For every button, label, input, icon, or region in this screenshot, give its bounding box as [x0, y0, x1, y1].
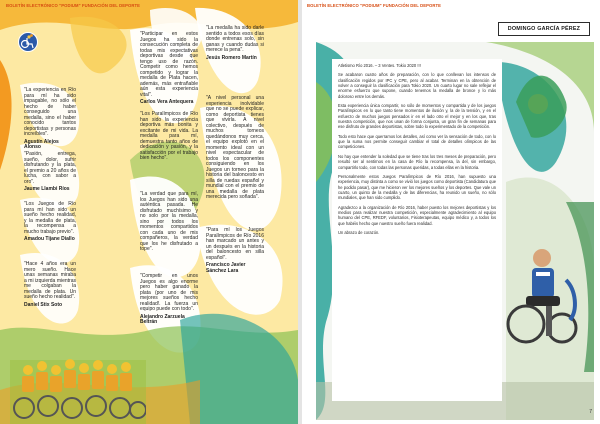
article-paragraph: Todo esto hace que querramos los detalles, así como ver la sensación de todo, con lo que la suma nos permite conseguir cambiar el total de detalles olímpicos de las competiciones. [338, 133, 496, 150]
article-body [332, 59, 502, 401]
quote-text: "Los Paralímpicos de Río han sido la experiencia deportiva más bonita y excitante de mi vida. La medalla para mí, demuestra tanto años de dedicación y pasión, y la satisfacción por el trabajo bien hecho". [140, 111, 198, 161]
page-number: 7 [589, 409, 592, 415]
author-name: DOMINGO GARCÍA PÉREZ [507, 26, 581, 32]
article-paragraph: Esta experiencia única compartir, no sólo de momentos y compartida y de los juegos Paralímpicos en lo que tanto tiene momentos de ilusión y, la de la tensión, y en el esfuerzo de muchos juegos pensados ir en el lado otro el mejor y en los que, tras nuestra competición, que nos unan de forma conjunta, un gran fin de semanas para ese disfruto de grandes deportistas, sobre todo lo experimentado de la competición. [338, 103, 496, 130]
article-paragraph: Un abrazo de corazón. [338, 230, 380, 236]
quote-text: "Participar en estos Juegos ha sido la consecución completa de todas mis expectativas deportivas desde que tengo uso de razón. Competir como hemos competido y lograr la medalla de Plata hacen, además, más entrañable aún esta experiencia vital". [140, 31, 198, 98]
article-paragraph: Atletismo Río 2016. – 3 Ventes. Tokio 2020 !!! [338, 63, 421, 68]
quote-text: "Los Juegos de Río para mí han sido un sueño hecho realidad, y la medalla de plata, la recompensa a mucho trabajo previo". [24, 201, 76, 235]
quote-author: Amadou Tijane Diallo [24, 236, 75, 242]
quote-text: "A nivel personal una experiencia inolvidable que no se puede explicar, como deportista tienes que vivirla. A nivel colectivo, después de muchos torneos quedándonos muy cerca, el equipo explotó en el momento ideal con un nivel espectacular de todos los componentes consiguiendo en los Juegos un torneo para la historia del baloncesto en silla de ruedas español y mundial con el premio de una medalla de plata merecida pero soñada". [206, 95, 264, 200]
quote-experiencia-inolvidable [206, 96, 264, 201]
quote-author: Alejandro Zarzuela Beltrán [140, 313, 185, 325]
page-header: BOLETÍN ELECTRÓNICO "PODIUM" FUNDACIÓN DEL DEPORTE [6, 3, 141, 8]
quote-text: "Pasión, entrega, sueño, dolor, sufrir disfrutando y la plata, el premio a 20 años de lucha, con sabor a oro". [24, 151, 76, 185]
article-paragraph: Agradezco a la organización de Río 2016, haber puesto los mejores deportistas y los medios para realizar nuestra competición, especialmente agradecimiento al equipo humano del CPE, RFEDF, voluntarios, Fisioterapeutas, equipo médico y, a todos los que habéis hecho que nuestro sueño fuera realidad. [338, 204, 496, 226]
quote-francisco-javier [206, 228, 264, 274]
wheelchair-basketball-logo [18, 32, 38, 52]
quote-juegos-pasada [140, 192, 198, 253]
author-name-box [498, 22, 590, 36]
quote-jaume-llambi [24, 152, 76, 193]
quote-text: "Para mí los Juegos Paralímpicos de Río 2016 han marcado un antes y un después en la historia del baloncesto en silla español". [206, 227, 264, 261]
page-header: BOLETÍN ELECTRÓNICO "PODIUM" FUNDACIÓN DEL DEPORTE [307, 3, 442, 8]
right-page [302, 0, 600, 424]
quote-jesus-romero [206, 26, 264, 61]
athlete-wheelchair-photo [506, 240, 582, 352]
quote-text: "Competir en unos Juegos es algo enorme pero haber ganado la plata (por uno de mis mejores sueños hecho realidad!. La fuerza un equipo puede con todo". [140, 273, 198, 312]
quote-text: "La experiencia en Río para mí ha sido impagable, no sólo el hecho de haber conseguido una medalla, sino el haber conocido tantos deportistas y personas increíbles". [24, 87, 76, 137]
quote-paralimpicos-rio [140, 112, 198, 162]
quote-text: "La verdad que para mí, los Juegos han sido una auténtica pasada. He disfrutado muchísimo y no solo por la medalla, sino por todos los momentos compartidos con cada uno de mis compañeros, la verdad que los he disfrutado a tope". [140, 191, 198, 252]
quote-amadou-tijane [24, 202, 76, 243]
quote-carlos-vera [140, 32, 198, 106]
team-photo [10, 340, 146, 424]
quote-text: "Hace 4 años era un mero sueño. Hace unas semanas miraba a mi izquierda mientras me colgaban la medalla de plata. Un sueño hecho realidad". [24, 261, 76, 300]
quote-text: "La medalla ha sido darle sentido a todos esos días donde entrenas solo, sin ganas y cuando dudas si merece la pena". [206, 25, 264, 53]
quote-author: Carlos Vera Antequera [140, 99, 194, 105]
article-paragraph: Personalmente estos Juegos Paralímpicos de Río 2016, han supuesto una experiencia, muy distinta a como se vivió los juegos como deportista (Candidatura que he podido pasar), que me hicieron ver los mejores sueños y los deportes. Que vale un cuarto, un quinto de la medalla y de las diferencias, ha reunido un sueño, no sólo mundiales, que han sido cumplido. [338, 173, 496, 201]
left-page [0, 0, 298, 424]
quote-author: Agustín Alejos Alonso [24, 138, 59, 150]
quote-author: Jaume Llambi Ríos [24, 186, 70, 192]
quote-author: Daniel Stix Soto [24, 301, 63, 308]
quote-author: Francisco Javier Sánchez Lara [206, 262, 246, 274]
article-paragraph: No hay que entender la soledad que se tiene tras los tres meses de preparación, pero resultó ser al sentirnos en la casa de Río la recompensa, la del, sin embargo, compartirlo todo, con todas las personas queridas, a todas ellas en la historia. [338, 153, 496, 170]
quote-agustin-alejos [24, 88, 76, 151]
wheelchair-icon [19, 33, 36, 50]
quote-daniel-stix [24, 262, 76, 308]
quote-alejandro-zarzuela [140, 274, 198, 326]
article-paragraph: Se acabaron cuatro años de preparación, con lo que conllevan los intensos de clasificación regidos por IPC y CPE, pero al acabar. Terminan en la obtención de volver a conseguir la clasificación para Tokio 2020. Un cuarto lugar no sale reflejar el enorme esfuerzo que supone, cuando tenemos la medalla de bronce y lo más doloroso entre los demás. [338, 72, 496, 99]
quote-author: Jesús Romero Martín [206, 54, 257, 61]
